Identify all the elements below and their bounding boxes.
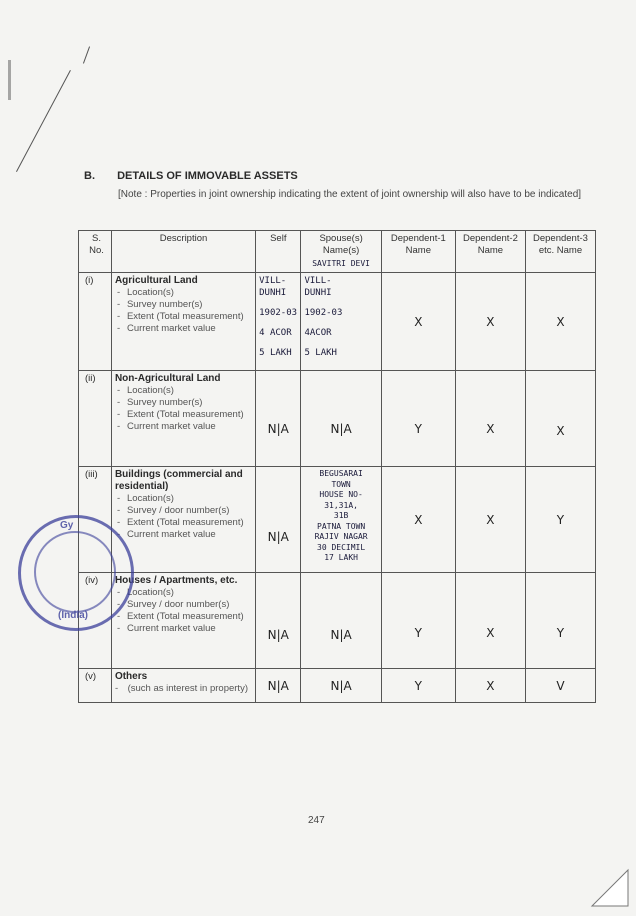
header-sno: S. No. — [79, 231, 112, 273]
handwritten-line: BEGUSARAI — [319, 469, 363, 478]
spouse-name: SAVITRI DEVI — [312, 259, 370, 268]
self-value: N|A — [256, 573, 301, 669]
spouse-value: N|A — [301, 573, 381, 669]
stamp-text-top: Gy — [60, 520, 74, 531]
handwritten-line: 1902-03 — [304, 308, 343, 318]
row-sno: (v) — [79, 669, 112, 703]
table-row — [79, 371, 596, 467]
self-value — [256, 273, 301, 371]
section-note: [Note : Properties in joint ownership indicating the extent of joint ownership will also have to be indicated] — [118, 189, 582, 200]
subtitle-text: (such as interest in property) — [127, 683, 248, 694]
row-title: Non-Agricultural Land — [114, 373, 221, 384]
header-spouse-label: Spouse(s) Name(s) — [319, 233, 363, 256]
table-row — [79, 467, 596, 573]
handwritten-line: 31B — [333, 511, 349, 520]
row-sno: (iv) — [79, 573, 112, 669]
section-letter: B. — [84, 170, 95, 182]
handwritten-line: 5 LAKH — [259, 348, 292, 358]
handwritten-line: VILL- — [259, 276, 287, 286]
dep1-value: X — [381, 467, 455, 573]
handwritten-line: TOWN — [331, 479, 351, 489]
table-row — [79, 573, 596, 669]
dep1-value: Y — [381, 371, 455, 467]
immovable-assets-table — [78, 230, 596, 703]
sub-item: - Location(s) — [115, 287, 252, 299]
sub-item: - Extent (Total measurement) — [115, 311, 252, 323]
dep1-value: Y — [381, 573, 455, 669]
handwritten-line: 17 LAKH — [324, 553, 358, 562]
dep2-value: X — [455, 467, 525, 573]
spouse-value — [301, 467, 381, 573]
row-description — [111, 273, 255, 371]
dep1-value: Y — [381, 669, 455, 703]
scan-line-top — [83, 46, 90, 63]
sub-item: - Current market value — [115, 421, 252, 433]
header-dep2: Dependent-2 Name — [455, 231, 525, 273]
handwritten-line: VILL- — [304, 276, 332, 286]
handwritten-line: DUNHI — [304, 288, 332, 298]
stamp-text-bottom: (India) — [58, 610, 88, 621]
dep1-value: X — [381, 273, 455, 371]
dep2-value: X — [455, 371, 525, 467]
sub-item: - Location(s) — [115, 587, 252, 599]
sub-item: - Survey / door number(s) — [115, 505, 252, 517]
row-sno: (i) — [79, 273, 112, 371]
spouse-value — [301, 273, 381, 371]
self-value: N|A — [256, 371, 301, 467]
sub-item: - Survey number(s) — [115, 397, 252, 409]
page-curl-icon — [590, 868, 630, 908]
sub-item: - Location(s) — [115, 385, 252, 397]
handwritten-line: 31,31A, — [324, 500, 358, 510]
dep2-value: X — [455, 669, 525, 703]
notary-stamp-inner-ring — [34, 531, 116, 613]
dep3-value: Y — [525, 573, 595, 669]
handwritten-line: RAJIV NAGAR — [314, 532, 368, 541]
row-title: Others — [114, 671, 148, 682]
handwritten-line: PATNA TOWN — [317, 521, 366, 531]
sub-item: - Survey / door number(s) — [115, 599, 252, 611]
table-header-row — [79, 231, 596, 273]
dep2-value: X — [455, 273, 525, 371]
header-description: Description — [111, 231, 255, 273]
sub-item: - Extent (Total measurement) — [115, 517, 252, 529]
dep3-value: Y — [525, 467, 595, 573]
row-description — [111, 669, 255, 703]
sub-item: - Extent (Total measurement) — [115, 409, 252, 421]
scan-line-diagonal — [16, 70, 71, 172]
sub-item: - Extent (Total measurement) — [115, 611, 252, 623]
handwritten-line: HOUSE NO- — [319, 490, 363, 499]
dep3-value: X — [525, 371, 595, 467]
sub-item: - Location(s) — [115, 493, 252, 505]
self-value: N|A — [256, 669, 301, 703]
row-title: Houses / Apartments, etc. — [114, 575, 238, 586]
handwritten-line: 5 LAKH — [304, 348, 337, 358]
section-title: DETAILS OF IMMOVABLE ASSETS — [117, 170, 298, 182]
handwritten-line: 4ACOR — [304, 328, 332, 338]
dep3-value: V — [525, 669, 595, 703]
self-value: N|A — [256, 467, 301, 573]
row-sno: (iii) — [79, 467, 112, 573]
header-dep3: Dependent-3 etc. Name — [525, 231, 595, 273]
section-heading — [84, 170, 298, 182]
table-row — [79, 669, 596, 703]
page-number: 247 — [308, 815, 325, 826]
handwritten-line: 1902-03 — [259, 308, 298, 318]
scan-edge-mark — [8, 60, 11, 100]
header-spouse — [301, 231, 381, 273]
row-description — [111, 573, 255, 669]
row-subtitle — [115, 683, 252, 695]
row-title: Buildings (commercial and residential) — [114, 469, 243, 492]
table-row — [79, 273, 596, 371]
row-description — [111, 371, 255, 467]
dep3-value: X — [525, 273, 595, 371]
sub-item: - Current market value — [115, 623, 252, 635]
handwritten-line: 4 ACOR — [259, 328, 292, 338]
sub-item: - Current market value — [115, 323, 252, 335]
sub-item: - Current market value — [115, 529, 252, 541]
row-description — [111, 467, 255, 573]
spouse-value: N|A — [301, 371, 381, 467]
spouse-value: N|A — [301, 669, 381, 703]
dep2-value: X — [455, 573, 525, 669]
sub-item: - Survey number(s) — [115, 299, 252, 311]
handwritten-line: DUNHI — [259, 288, 287, 298]
handwritten-line: 30 DECIMIL — [317, 542, 366, 552]
header-self: Self — [256, 231, 301, 273]
row-sno: (ii) — [79, 371, 112, 467]
row-title: Agricultural Land — [114, 275, 198, 286]
header-dep1: Dependent-1 Name — [381, 231, 455, 273]
